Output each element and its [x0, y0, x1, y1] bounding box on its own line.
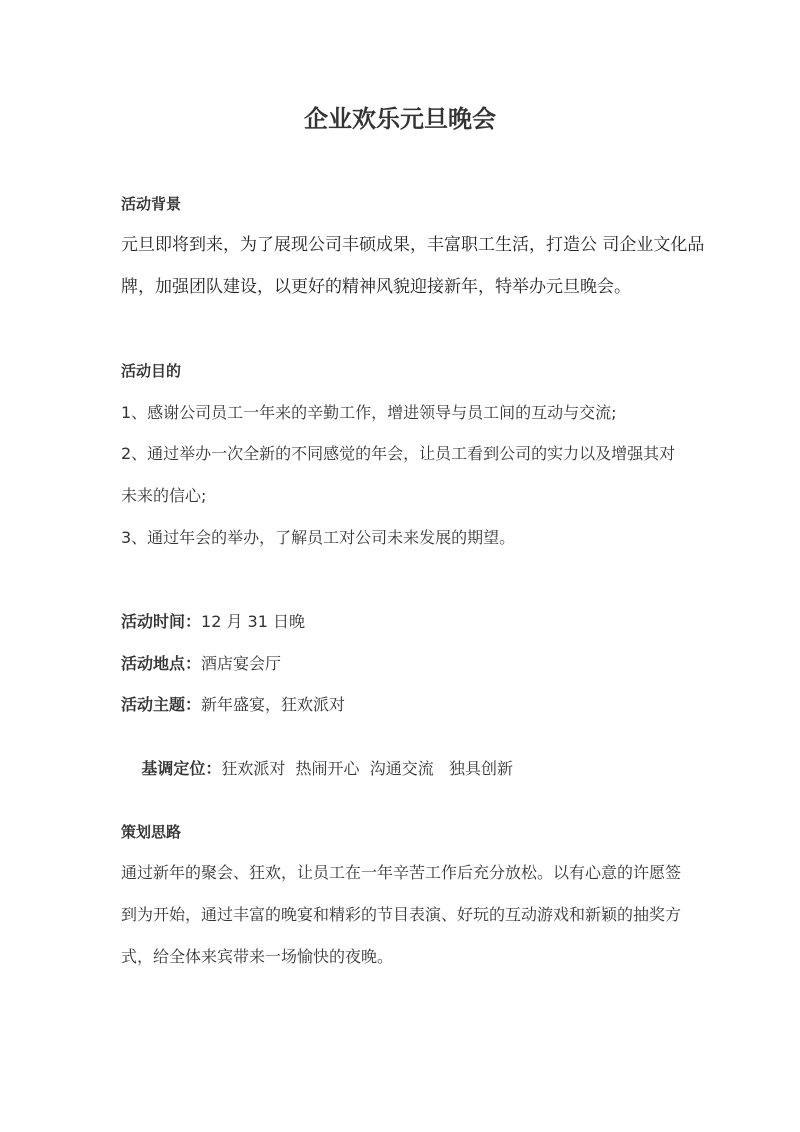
purpose-line-2: 2、通过举办一次全新的不同感觉的年会，让员工看到公司的实力以及增强其对	[121, 444, 676, 463]
planning-line-3: 式，给全体来宾带来一场愉快的夜晚。	[121, 947, 394, 966]
detail-location	[121, 653, 701, 675]
purpose-line-4: 3、通过年会的举办，了解员工对公司未来发展的期望。	[121, 528, 516, 547]
purpose-heading: 活动目的	[121, 362, 182, 380]
purpose-line-1: 1、感谢公司员工一年来的辛勤工作，增进领导与员工间的互动与交流;	[121, 403, 617, 422]
detail-location-label: 活动地点：	[121, 654, 202, 673]
detail-theme-value: 新年盛宴，狂欢派对	[201, 695, 346, 714]
detail-tone	[121, 736, 701, 802]
detail-theme-label: 活动主题：	[121, 695, 202, 714]
background-line-1: 元旦即将到来，为了展现公司丰硕成果，丰富职工生活，打造公 司企业文化品	[121, 235, 705, 255]
purpose-line-3: 未来的信心;	[121, 486, 207, 505]
planning-line-1: 通过新年的聚会、狂欢，让员工在一年辛苦工作后充分放松。以有心意的许愿签	[121, 863, 682, 882]
detail-time	[121, 611, 701, 633]
planning-line-2: 到为开始，通过丰富的晚宴和精彩的节目表演、好玩的互动游戏和新颖的抽奖方	[121, 905, 682, 924]
planning-heading: 策划思路	[121, 823, 182, 841]
detail-tone-value: 狂欢派对 热闹开心 沟通交流 独具创新	[221, 759, 513, 778]
detail-time-label: 活动时间：	[121, 612, 202, 631]
document-title: 企业欢乐元旦晚会	[304, 105, 496, 133]
detail-location-value: 酒店宴会厅	[201, 654, 282, 673]
background-line-2: 牌，加强团队建设，以更好的精神风貌迎接新年，特举办元旦晚会。	[121, 277, 631, 297]
detail-time-value: 12 月 31 日晚	[201, 612, 305, 631]
detail-tone-label: 基调定位：	[141, 759, 222, 778]
detail-theme	[121, 694, 701, 716]
background-heading: 活动背景	[121, 195, 182, 213]
